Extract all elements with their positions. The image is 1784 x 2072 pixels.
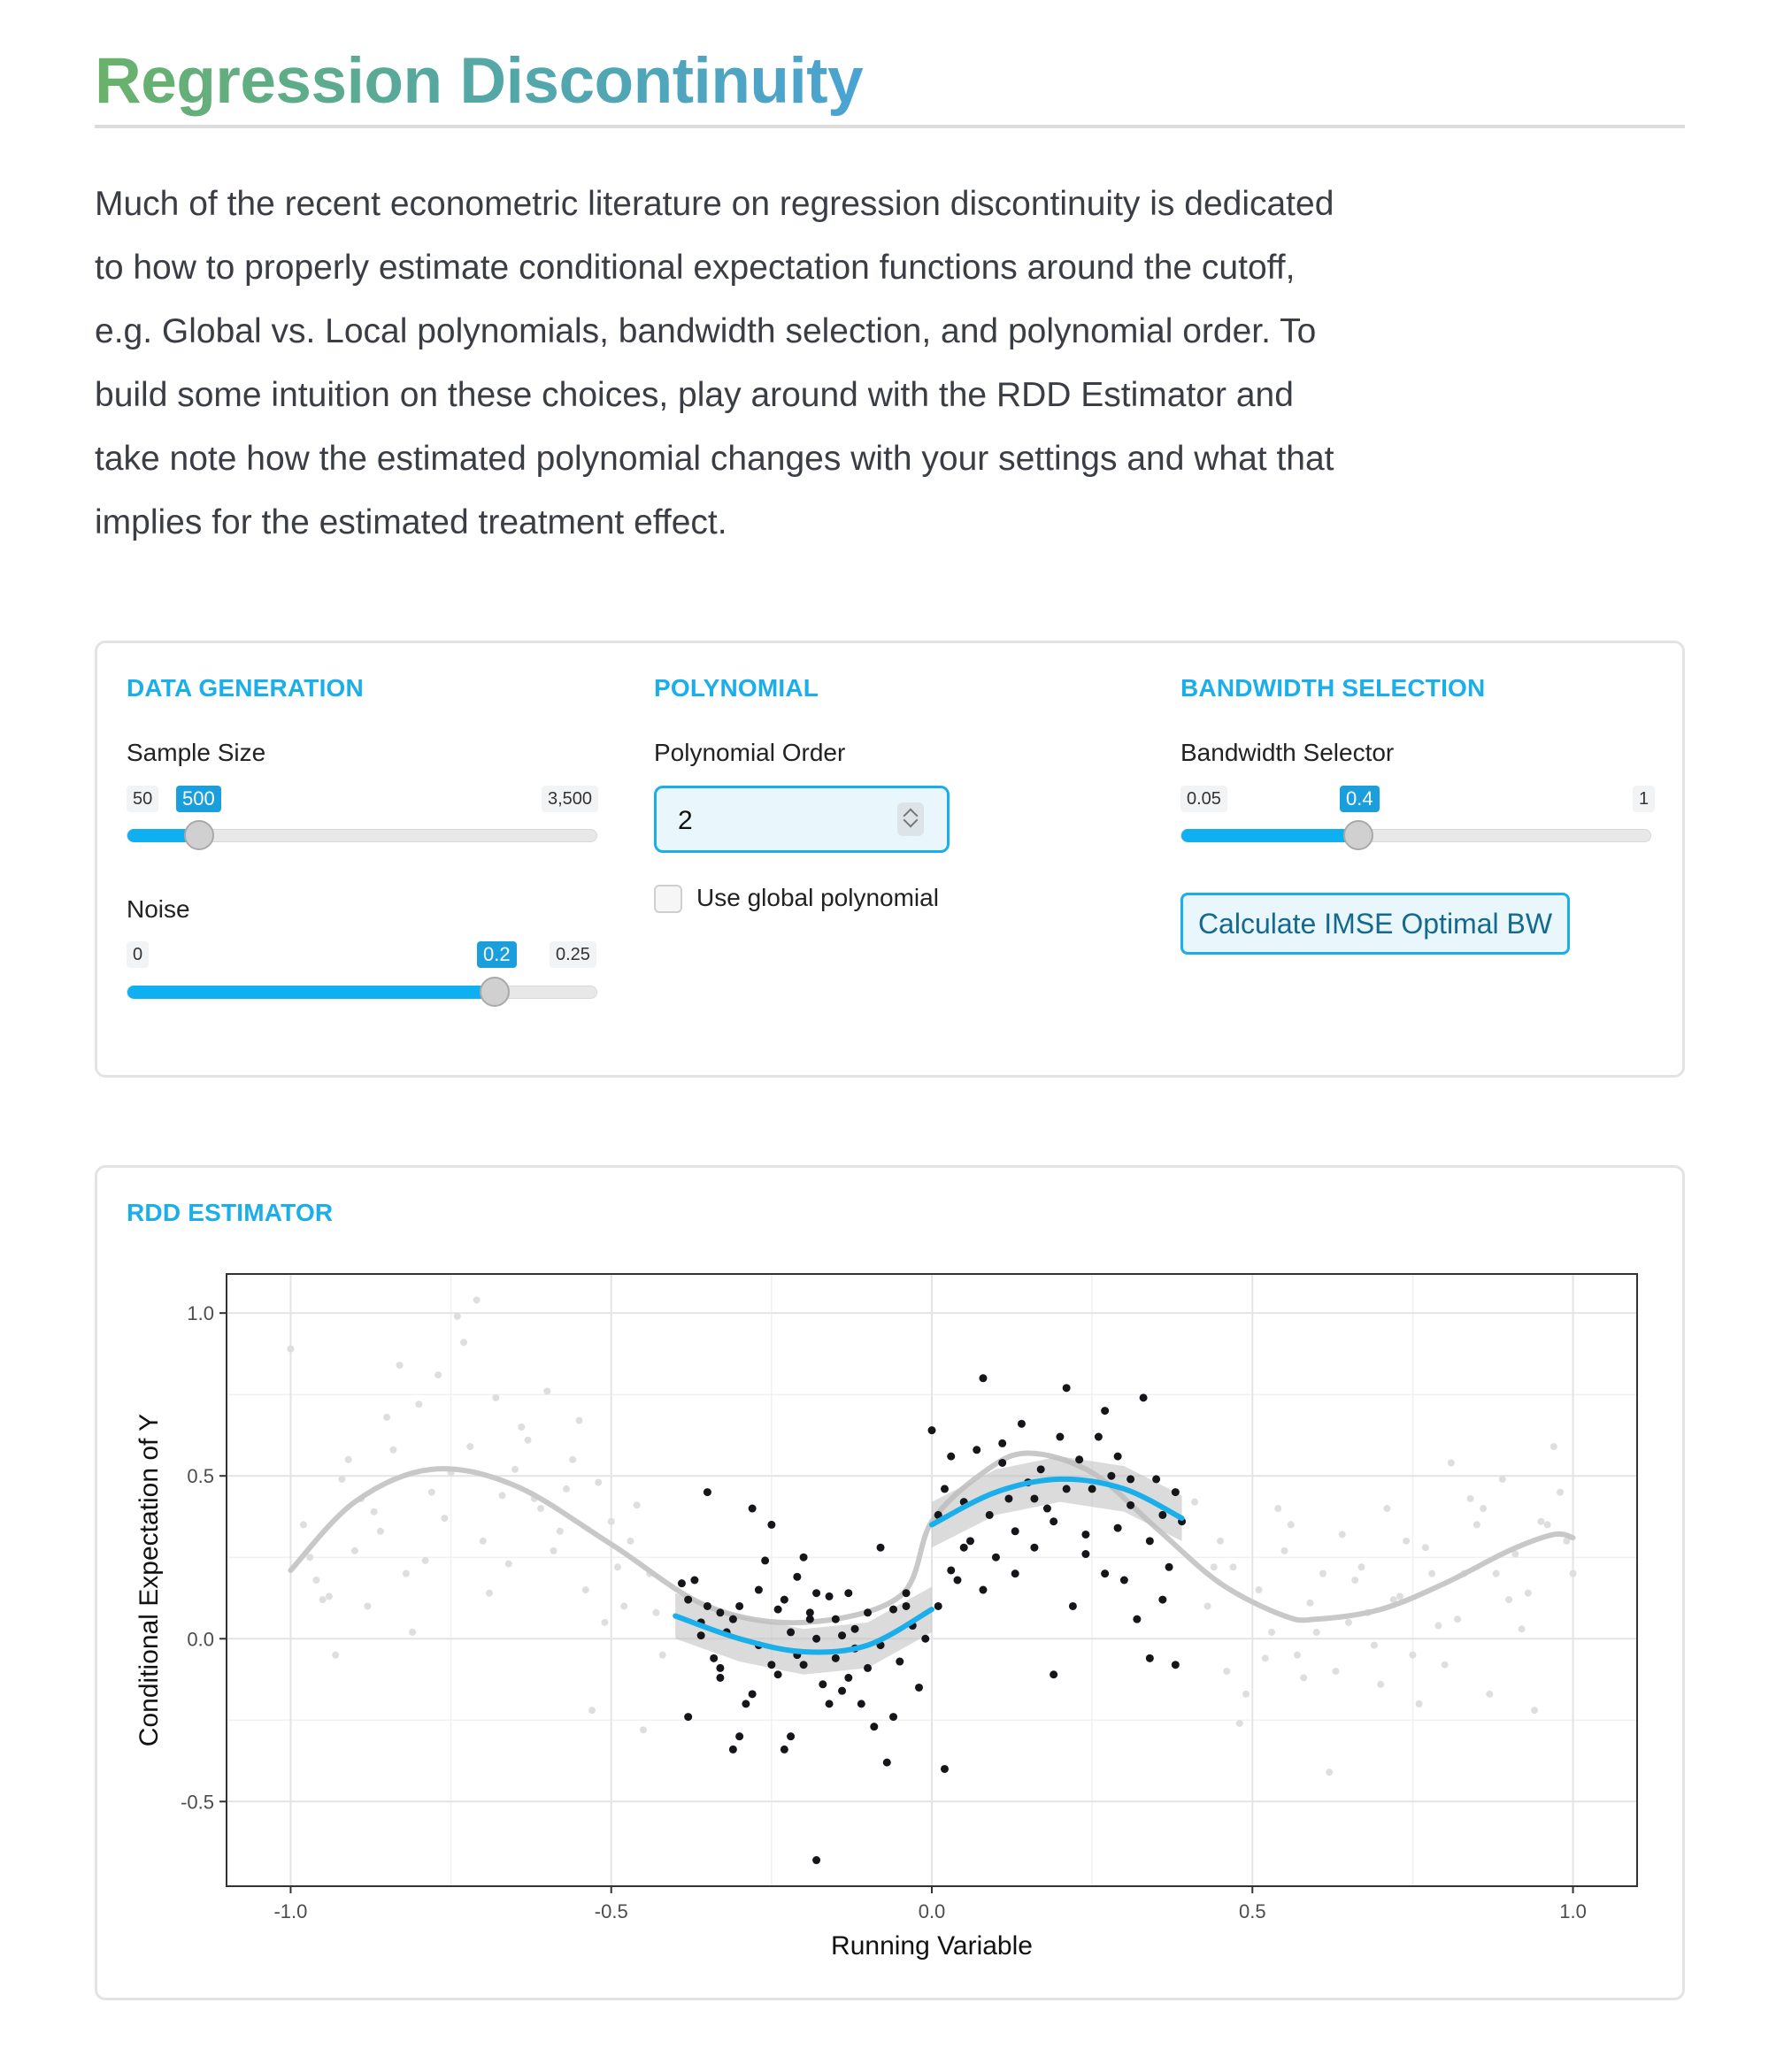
data-point-outside <box>1242 1691 1250 1698</box>
x-axis-label: Running Variable <box>831 1931 1033 1961</box>
data-point-inside <box>921 1635 929 1643</box>
data-point-outside <box>441 1515 448 1522</box>
noise-value: 0.2 <box>477 941 517 968</box>
noise-min: 0 <box>127 941 149 968</box>
data-point-inside <box>1172 1488 1180 1496</box>
data-point-inside <box>953 1577 961 1585</box>
data-point-outside <box>576 1417 583 1424</box>
data-point-outside <box>1351 1577 1358 1584</box>
noise-max: 0.25 <box>550 941 596 968</box>
data-point-inside <box>851 1625 859 1633</box>
sample-size-slider-handle[interactable] <box>184 820 214 850</box>
data-point-outside <box>1326 1769 1333 1776</box>
data-point-outside <box>473 1296 481 1303</box>
data-point-inside <box>838 1687 846 1695</box>
calculate-imse-button[interactable]: Calculate IMSE Optimal BW <box>1180 893 1570 955</box>
data-point-inside <box>710 1654 718 1662</box>
bandwidth-slider-handle[interactable] <box>1343 820 1373 850</box>
data-point-inside <box>1011 1527 1019 1535</box>
data-point-inside <box>690 1577 698 1585</box>
data-point-outside <box>1306 1600 1313 1607</box>
intro-paragraph <box>95 173 1404 555</box>
rdd-estimator-heading: RDD ESTIMATOR <box>127 1199 334 1226</box>
data-point-outside <box>422 1557 429 1564</box>
data-point-outside <box>595 1479 602 1486</box>
data-point-inside <box>742 1700 750 1707</box>
data-generation-heading: DATA GENERATION <box>127 674 364 702</box>
data-point-inside <box>716 1664 724 1672</box>
data-point-inside <box>716 1608 724 1616</box>
data-point-outside <box>1473 1521 1480 1528</box>
data-point-inside <box>889 1606 897 1614</box>
data-point-inside <box>1069 1602 1077 1610</box>
rdd-chart <box>124 1256 1655 1964</box>
sample-size-min: 50 <box>127 786 158 812</box>
data-point-outside <box>1480 1505 1487 1512</box>
data-point-inside <box>1101 1407 1109 1415</box>
data-point-outside <box>1467 1495 1474 1502</box>
data-point-inside <box>1172 1661 1180 1669</box>
data-point-outside <box>1357 1563 1365 1570</box>
intro-line: Much of the recent econometric literature on regression discontinuity is dedicated <box>95 185 1334 223</box>
data-point-inside <box>1140 1393 1148 1401</box>
data-point-outside <box>312 1577 319 1584</box>
data-point-inside <box>986 1511 994 1519</box>
data-point-outside <box>1236 1720 1243 1727</box>
data-point-outside <box>454 1313 461 1320</box>
data-point-outside <box>1371 1642 1378 1649</box>
data-point-outside <box>1383 1505 1390 1512</box>
data-point-inside <box>941 1485 949 1493</box>
data-point-inside <box>1101 1569 1109 1577</box>
data-point-outside <box>466 1443 473 1450</box>
data-point-inside <box>767 1661 775 1669</box>
data-point-inside <box>697 1631 705 1639</box>
x-tick-label: -1.0 <box>273 1900 308 1922</box>
data-point-outside <box>300 1521 307 1528</box>
data-point-outside <box>1525 1590 1532 1597</box>
spinner-icon[interactable] <box>897 802 924 836</box>
data-point-inside <box>838 1631 846 1639</box>
data-point-inside <box>832 1654 840 1662</box>
data-point-outside <box>371 1508 378 1516</box>
data-point-inside <box>1146 1537 1154 1545</box>
data-point-outside <box>563 1485 570 1493</box>
data-point-inside <box>1063 1384 1071 1392</box>
data-point-inside <box>704 1602 711 1610</box>
data-point-inside <box>960 1544 968 1552</box>
data-point-outside <box>389 1447 396 1454</box>
data-point-outside <box>1339 1531 1346 1538</box>
data-point-outside <box>627 1538 634 1545</box>
data-point-outside <box>1300 1674 1307 1681</box>
polynomial-order-input[interactable] <box>654 786 950 853</box>
data-point-inside <box>889 1713 897 1721</box>
data-point-inside <box>1158 1596 1166 1604</box>
noise-slider-fill <box>127 986 495 999</box>
y-tick-label: -0.5 <box>181 1791 214 1814</box>
data-point-outside <box>557 1528 564 1535</box>
data-point-inside <box>749 1505 757 1513</box>
polynomial-order-value: 2 <box>678 806 693 835</box>
data-point-inside <box>870 1723 878 1731</box>
data-point-inside <box>1050 1517 1057 1525</box>
data-point-inside <box>800 1554 808 1562</box>
data-point-outside <box>543 1388 550 1395</box>
data-point-outside <box>1313 1629 1320 1636</box>
x-tick-label: 1.0 <box>1559 1900 1587 1922</box>
data-point-outside <box>499 1492 506 1499</box>
x-tick-label: -0.5 <box>594 1900 628 1922</box>
data-point-inside <box>819 1680 827 1688</box>
data-point-inside <box>934 1602 942 1610</box>
global-polynomial-label[interactable]: Use global polynomial <box>696 884 939 911</box>
data-point-outside <box>1230 1563 1237 1570</box>
data-point-outside <box>1499 1476 1506 1483</box>
data-point-outside <box>1211 1563 1218 1570</box>
x-tick-label: 0.0 <box>918 1900 946 1922</box>
data-point-inside <box>793 1573 801 1581</box>
data-point-inside <box>1018 1420 1026 1428</box>
data-point-outside <box>550 1547 558 1554</box>
sample-size-slider[interactable] <box>127 829 597 842</box>
data-point-inside <box>684 1713 692 1721</box>
data-point-inside <box>1120 1577 1128 1585</box>
bandwidth-value: 0.4 <box>1340 786 1380 812</box>
data-point-outside <box>1288 1521 1295 1528</box>
data-point-outside <box>1428 1570 1435 1577</box>
data-point-inside <box>1127 1501 1134 1509</box>
data-point-outside <box>351 1547 358 1554</box>
data-point-inside <box>1056 1433 1064 1441</box>
data-point-inside <box>774 1606 782 1614</box>
data-point-inside <box>704 1488 711 1496</box>
data-point-inside <box>1081 1550 1089 1558</box>
data-point-inside <box>844 1674 852 1682</box>
data-point-outside <box>434 1371 442 1378</box>
data-point-inside <box>767 1521 775 1529</box>
data-point-inside <box>1004 1494 1012 1502</box>
y-tick-label: 0.5 <box>187 1465 214 1488</box>
data-point-outside <box>1537 1518 1544 1525</box>
data-point-outside <box>480 1538 487 1545</box>
data-point-outside <box>1442 1661 1449 1669</box>
polynomial-order-label: Polynomial Order <box>654 739 846 766</box>
data-point-inside <box>774 1670 782 1678</box>
data-point-outside <box>1486 1691 1493 1698</box>
data-point-outside <box>1422 1544 1429 1551</box>
sample-size-label: Sample Size <box>127 739 266 766</box>
data-point-inside <box>678 1579 686 1587</box>
data-point-inside <box>1030 1494 1038 1502</box>
data-point-outside <box>1294 1652 1301 1659</box>
data-point-outside <box>511 1466 519 1473</box>
data-point-inside <box>1050 1670 1057 1678</box>
data-point-inside <box>998 1459 1006 1467</box>
data-point-outside <box>364 1602 371 1609</box>
bandwidth-selector-label: Bandwidth Selector <box>1180 739 1395 766</box>
data-point-inside <box>979 1374 987 1382</box>
data-point-inside <box>1165 1563 1173 1571</box>
data-point-outside <box>332 1652 339 1659</box>
data-point-outside <box>601 1619 608 1626</box>
data-point-outside <box>582 1586 589 1593</box>
y-tick-label: 0.0 <box>187 1628 214 1651</box>
data-point-outside <box>1268 1629 1275 1636</box>
data-point-inside <box>684 1596 692 1604</box>
data-point-outside <box>1557 1489 1564 1496</box>
bandwidth-max: 1 <box>1633 786 1655 812</box>
controls-card <box>95 641 1685 1078</box>
data-point-inside <box>857 1700 865 1707</box>
data-point-inside <box>903 1589 911 1597</box>
data-point-inside <box>1030 1544 1038 1552</box>
data-point-inside <box>812 1589 820 1597</box>
data-point-inside <box>826 1700 834 1707</box>
data-point-outside <box>1256 1586 1263 1593</box>
data-point-inside <box>780 1596 788 1604</box>
data-point-outside <box>396 1362 404 1369</box>
data-point-inside <box>998 1439 1006 1447</box>
data-point-outside <box>403 1570 410 1577</box>
data-point-outside <box>620 1602 627 1609</box>
data-point-inside <box>966 1537 974 1545</box>
sample-size-value: 500 <box>176 786 221 812</box>
data-point-inside <box>896 1658 904 1666</box>
data-point-inside <box>979 1586 987 1594</box>
data-point-outside <box>1204 1602 1211 1609</box>
data-point-inside <box>928 1426 936 1434</box>
page-title: Regression Discontinuity <box>95 45 864 117</box>
data-point-outside <box>1570 1570 1577 1577</box>
intro-line: e.g. Global vs. Local polynomials, bandwidth selection, and polynomial order. To <box>95 312 1317 350</box>
data-point-inside <box>716 1674 724 1682</box>
data-point-outside <box>1319 1570 1326 1577</box>
data-point-outside <box>1403 1538 1410 1545</box>
data-point-inside <box>729 1615 737 1623</box>
intro-line: implies for the estimated treatment effect. <box>95 503 727 541</box>
data-point-outside <box>1377 1681 1384 1688</box>
noise-label: Noise <box>127 895 190 923</box>
data-point-inside <box>800 1661 808 1669</box>
data-point-outside <box>1223 1668 1230 1675</box>
data-point-inside <box>903 1602 911 1610</box>
noise-slider[interactable] <box>127 986 597 999</box>
data-point-outside <box>1454 1615 1461 1623</box>
data-point-outside <box>1416 1700 1423 1707</box>
intro-line: to how to properly estimate conditional expectation functions around the cutoff, <box>95 249 1296 287</box>
data-point-outside <box>1345 1619 1352 1626</box>
data-point-inside <box>844 1589 852 1597</box>
data-point-inside <box>755 1586 763 1594</box>
data-point-outside <box>1493 1570 1500 1577</box>
data-point-inside <box>832 1615 840 1623</box>
data-point-inside <box>915 1684 923 1692</box>
data-point-inside <box>941 1765 949 1773</box>
data-point-outside <box>409 1629 416 1636</box>
data-point-outside <box>1217 1538 1224 1545</box>
data-point-outside <box>525 1437 532 1444</box>
data-point-outside <box>569 1456 576 1463</box>
data-point-outside <box>377 1528 384 1535</box>
intro-line: take note how the estimated polynomial changes with your settings and what that <box>95 440 1334 478</box>
data-point-outside <box>518 1424 525 1431</box>
y-tick-label: 1.0 <box>187 1302 214 1325</box>
data-point-inside <box>1158 1511 1166 1519</box>
data-point-inside <box>1011 1569 1019 1577</box>
data-point-outside <box>1191 1499 1198 1506</box>
data-point-outside <box>588 1707 596 1714</box>
data-point-outside <box>640 1726 647 1733</box>
data-point-outside <box>1448 1459 1455 1466</box>
data-point-outside <box>608 1518 615 1525</box>
data-point-inside <box>1075 1455 1083 1463</box>
data-point-inside <box>992 1554 1000 1562</box>
data-point-inside <box>812 1635 820 1643</box>
data-point-inside <box>826 1592 834 1600</box>
data-point-inside <box>761 1556 769 1564</box>
data-point-outside <box>1505 1596 1512 1603</box>
data-point-outside <box>634 1501 641 1508</box>
data-point-inside <box>883 1759 891 1767</box>
data-point-outside <box>492 1394 499 1401</box>
data-point-inside <box>1088 1485 1096 1493</box>
data-point-outside <box>486 1590 493 1597</box>
data-point-inside <box>812 1856 820 1864</box>
bandwidth-heading: BANDWIDTH SELECTION <box>1180 674 1486 702</box>
data-point-inside <box>806 1608 814 1616</box>
data-point-outside <box>1281 1547 1288 1554</box>
data-point-outside <box>614 1563 621 1570</box>
data-point-outside <box>319 1596 327 1603</box>
sample-size-max: 3,500 <box>542 786 598 812</box>
data-point-inside <box>1114 1453 1122 1461</box>
data-point-outside <box>383 1414 390 1421</box>
data-point-inside <box>787 1732 795 1740</box>
data-point-inside <box>1107 1472 1115 1480</box>
data-point-inside <box>947 1566 955 1574</box>
data-point-outside <box>428 1489 435 1496</box>
x-tick-label: 0.5 <box>1238 1900 1266 1922</box>
data-point-outside <box>345 1456 352 1463</box>
data-point-outside <box>1519 1625 1526 1632</box>
data-point-outside <box>652 1609 659 1616</box>
data-point-outside <box>460 1339 467 1346</box>
noise-slider-handle[interactable] <box>480 977 510 1007</box>
data-point-inside <box>1043 1505 1051 1513</box>
data-point-inside <box>1114 1524 1122 1532</box>
data-point-inside <box>1081 1531 1089 1539</box>
data-point-outside <box>505 1561 512 1568</box>
data-point-outside <box>537 1505 544 1512</box>
data-point-outside <box>326 1592 333 1600</box>
data-point-inside <box>1037 1465 1045 1473</box>
data-point-inside <box>1095 1433 1103 1441</box>
y-axis-label: Conditional Expectation of Y <box>135 1413 164 1747</box>
data-point-inside <box>735 1602 743 1610</box>
data-point-inside <box>864 1608 872 1616</box>
data-point-outside <box>306 1554 313 1561</box>
data-point-outside <box>1274 1505 1281 1512</box>
data-point-outside <box>1262 1654 1269 1661</box>
data-point-outside <box>1396 1592 1403 1600</box>
data-point-inside <box>947 1453 955 1461</box>
data-point-inside <box>735 1732 743 1740</box>
data-point-inside <box>1146 1654 1154 1662</box>
data-point-outside <box>659 1652 666 1659</box>
data-point-inside <box>877 1544 885 1552</box>
bandwidth-slider-fill <box>1181 829 1358 842</box>
global-polynomial-checkbox[interactable] <box>654 885 682 913</box>
data-point-outside <box>1434 1623 1442 1630</box>
data-point-outside <box>415 1401 422 1408</box>
data-point-inside <box>787 1628 795 1636</box>
intro-line: build some intuition on these choices, play around with the RDD Estimator and <box>95 376 1294 414</box>
data-point-inside <box>1152 1475 1160 1483</box>
data-point-inside <box>729 1746 737 1754</box>
data-point-inside <box>1133 1615 1141 1623</box>
title-divider <box>95 125 1685 128</box>
data-point-inside <box>1063 1485 1071 1493</box>
data-point-outside <box>1544 1521 1551 1528</box>
data-point-outside <box>1409 1652 1416 1659</box>
data-point-inside <box>749 1690 757 1698</box>
data-point-outside <box>338 1476 345 1483</box>
data-point-outside <box>287 1346 294 1353</box>
bandwidth-slider[interactable] <box>1180 829 1651 842</box>
data-point-inside <box>973 1446 980 1454</box>
data-point-inside <box>1127 1475 1134 1483</box>
data-point-inside <box>864 1664 872 1672</box>
polynomial-heading: POLYNOMIAL <box>654 674 819 702</box>
bandwidth-min: 0.05 <box>1180 786 1227 812</box>
data-point-outside <box>1332 1668 1339 1675</box>
data-point-outside <box>1550 1443 1557 1450</box>
data-point-outside <box>1531 1707 1538 1714</box>
data-point-inside <box>780 1746 788 1754</box>
